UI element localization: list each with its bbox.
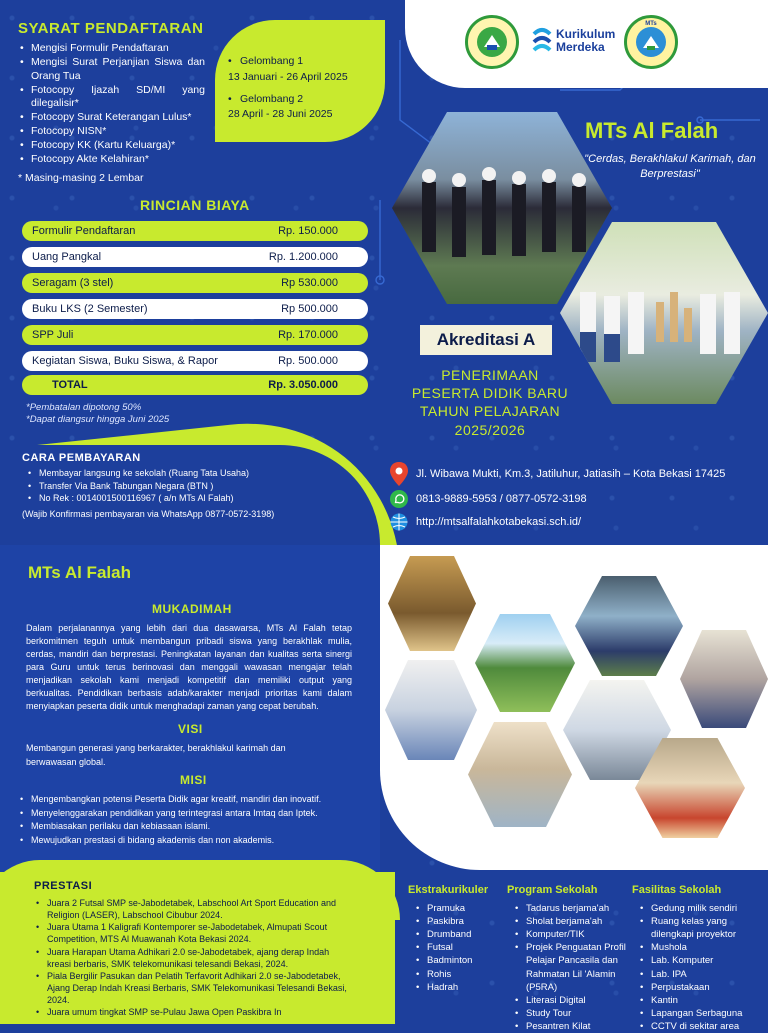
fasilitas-item: • Lab. Komputer xyxy=(640,954,762,967)
pembayaran-note: (Wajib Konfirmasi pembayaran via WhatsApp 0877-0572-3198) xyxy=(22,509,275,519)
kurikulum-merdeka-logo xyxy=(532,26,615,56)
globe-icon xyxy=(390,513,408,531)
prestasi-item: • Piala Bergilir Pasukan dan Pelatih Terfavorit Adhikari 2.0 se-Jabodetabek, Ajang Derap Indah Kreasi Berbaris, SMK Telekomunikasi Telesandi Bekasi, 2024. xyxy=(36,970,348,1006)
syarat-item: • Fotocopy Ijazah SD/MI yang dilegalisir* xyxy=(20,84,205,112)
whatsapp-icon xyxy=(390,490,408,508)
syarat-item: • Fotocopy NISN* xyxy=(20,125,205,139)
ekskul-item: • Paskibra xyxy=(416,915,503,928)
biaya-note-2: *Dapat diangsur hingga Juni 2025 xyxy=(26,414,170,425)
syarat-note: * Masing-masing 2 Lembar xyxy=(18,172,144,184)
ekskul-title: Ekstrakurikuler xyxy=(408,884,489,896)
contact-web[interactable]: http://mtsalfalahkotabekasi.sch.id/ xyxy=(416,516,582,528)
program-item: • Tadarus berjama'ah xyxy=(515,902,627,915)
program-item: • Pesantren Kilat xyxy=(515,1020,627,1033)
mukadimah-title: MUKADIMAH xyxy=(152,602,232,616)
syarat-item: • Fotocopy Surat Keterangan Lulus* xyxy=(20,111,205,125)
fee-label: Uang Pangkal xyxy=(32,251,102,263)
misi-list xyxy=(20,793,360,847)
ekskul-list xyxy=(416,902,503,994)
prestasi-item: • Juara 2 Futsal SMP se-Jabodetabek, Labschool Art Sport Education and Religion (LASER), Labschool Cibubur 2024. xyxy=(36,897,348,921)
fee-row xyxy=(22,299,368,319)
fasilitas-title: Fasilitas Sekolah xyxy=(632,884,722,896)
prestasi-title: PRESTASI xyxy=(34,880,93,892)
fee-label: Buku LKS (2 Semester) xyxy=(32,303,148,315)
fee-row xyxy=(22,325,368,345)
misi-item: • Mengembangkan potensi Peserta Didik agar kreatif, mandiri dan inovatif. xyxy=(20,793,360,807)
fasilitas-item: • CCTV di sekitar area xyxy=(640,1020,762,1033)
ppdb-line: PESERTA DIDIK BARU xyxy=(411,385,569,402)
fee-row xyxy=(22,273,368,293)
biaya-note-1: *Pembatalan dipotong 50% xyxy=(26,402,142,413)
program-item: • Komputer/TIK xyxy=(515,928,627,941)
biaya-title: RINCIAN BIAYA xyxy=(140,197,250,213)
misi-item: • Menyelenggarakan pendidikan yang terintegrasi antara Imtaq dan Iptek. xyxy=(20,807,360,821)
contact-web-row xyxy=(390,513,581,531)
kurikulum-label: Kurikulum xyxy=(556,26,616,41)
program-item: • Sholat berjama'ah xyxy=(515,915,627,928)
akreditasi-label: Akreditasi A xyxy=(436,330,536,349)
contact-address-row xyxy=(390,462,725,486)
fee-value: Rp. 500.000 xyxy=(278,355,338,367)
syarat-item: • Fotocopy Akte Kelahiran* xyxy=(20,153,205,167)
misi-title: MISI xyxy=(180,773,207,787)
misi-item: • Membiasakan perilaku dan kebiasaan islami. xyxy=(20,820,360,834)
fasilitas-item: • Kantin xyxy=(640,994,762,1007)
program-column xyxy=(507,884,627,1033)
ppdb-line: PENERIMAAN xyxy=(441,367,539,383)
program-title: Program Sekolah xyxy=(507,884,598,896)
ekskul-item: • Futsal xyxy=(416,941,503,954)
contact-phone-row xyxy=(390,490,587,508)
pembayaran-item: • No Rek : 0014001500116967 ( a/n MTs Al Falah) xyxy=(28,492,358,505)
gelombang-2-date: 28 April - 28 Juni 2025 xyxy=(228,108,333,121)
contact-phone[interactable]: 0813-9889-5953 / 0877-0572-3198 xyxy=(416,493,587,505)
merdeka-label: Merdeka xyxy=(556,40,605,54)
pembayaran-list xyxy=(28,467,358,505)
pembayaran-title: CARA PEMBAYARAN xyxy=(22,452,141,464)
kemenag-logo xyxy=(465,15,519,69)
mts-logo xyxy=(624,15,678,69)
inside-school-name: MTs Al Falah xyxy=(28,563,131,582)
fee-value: Rp. 1.200.000 xyxy=(268,251,338,263)
fasilitas-item: • Lapangan Serbaguna xyxy=(640,1007,762,1020)
prestasi-item: • Juara umum tingkat SMP se-Pulau Jawa Open Paskibra In xyxy=(36,1006,348,1018)
gelombang-1-date: 13 Januari - 26 April 2025 xyxy=(228,70,348,83)
fee-value: Rp. 150.000 xyxy=(278,225,338,237)
fee-label: Seragam (3 stel) xyxy=(32,277,114,289)
location-pin-icon xyxy=(390,462,408,486)
fasilitas-item: • Mushola xyxy=(640,941,762,954)
fasilitas-column xyxy=(632,884,762,1033)
fee-total-row xyxy=(22,375,368,395)
syarat-item: • Fotocopy KK (Kartu Keluarga)* xyxy=(20,139,205,153)
fee-total-label: TOTAL xyxy=(52,379,88,391)
fee-row xyxy=(22,221,368,241)
misi-item: • Mewujudkan prestasi di bidang akademis dan non akademis. xyxy=(20,834,360,848)
gelombang-1-label: • Gelombang 1 xyxy=(228,55,304,67)
fee-value: Rp. 170.000 xyxy=(278,329,338,341)
school-name: MTs Al Falah xyxy=(585,118,719,143)
fee-label: Kegiatan Siswa, Buku Siswa, & Rapor xyxy=(32,355,218,367)
gelombang-content xyxy=(228,54,378,123)
fee-row xyxy=(22,351,368,371)
pembayaran-item: • Transfer Via Bank Tabungan Negara (BTN ) xyxy=(28,480,358,493)
school-tagline: "Cerdas, Berakhlakul Karimah, dan Berprestasi" xyxy=(584,153,756,180)
fee-value: Rp 530.000 xyxy=(281,277,338,289)
ppdb-title xyxy=(395,366,585,439)
ppdb-line: 2025/2026 xyxy=(454,421,526,438)
program-list xyxy=(515,902,627,1033)
fasilitas-item: • Gedung milik sendiri xyxy=(640,902,762,915)
mts-logo-text: MTs xyxy=(645,21,657,27)
fasilitas-item: • Perpustakaan xyxy=(640,981,762,994)
mukadimah-text: Dalam perjalanannya yang lebih dari dua dasawarsa, MTs Al Falah tetap berkomitmen teguh untuk membangun pribadi siswa yang berakhlak mulia, cerdas, mandiri dan berprestasi. Peningkatan layanan dan kualitas serta sinergi para Guru untuk terus berinovasi dan menggali wawasan mengajar telah menjadikan sekolah kami menjadi kompetitif dan memiliki output yang berkualitas. Pendidikan berbasis adab/karakter menjadi prioritas kami dalam menyiapkan peserta didik untuk menghadapi zaman yang cepat berubah. xyxy=(26,623,352,712)
fasilitas-item: • Ruang kelas yang dilengkapi proyektor xyxy=(640,915,762,941)
syarat-title: SYARAT PENDAFTARAN xyxy=(18,20,204,37)
akreditasi-badge xyxy=(420,325,552,355)
prestasi-list xyxy=(36,897,348,1018)
ekskul-item: • Drumband xyxy=(416,928,503,941)
syarat-item: • Mengisi Surat Perjanjian Siswa dan Orang Tua xyxy=(20,56,205,84)
gelombang-2-label: • Gelombang 2 xyxy=(228,92,304,105)
visi-text: Membangun generasi yang berkarakter, berakhlakul karimah dan berwawasan global. xyxy=(26,743,286,767)
pembayaran-item: • Membayar langsung ke sekolah (Ruang Tata Usaha) xyxy=(28,467,358,480)
syarat-item: • Mengisi Formulir Pendaftaran xyxy=(20,42,205,56)
prestasi-item: • Juara Harapan Utama Adhikari 2.0 se-Jabodetabek, ajang derap Indah kreasi berbaris, SMK telekomunikasi telesandi Bekasi, 2024. xyxy=(36,946,348,970)
ekskul-item: • Rohis xyxy=(416,968,503,981)
contact-address: Jl. Wibawa Mukti, Km.3, Jatiluhur, Jatiasih – Kota Bekasi 17425 xyxy=(416,468,726,480)
program-item: • Literasi Digital xyxy=(515,994,627,1007)
ppdb-line: TAHUN PELAJARAN xyxy=(419,403,561,420)
ekskul-item: • Hadrah xyxy=(416,981,503,994)
ekskul-item: • Pramuka xyxy=(416,902,503,915)
ekskul-column xyxy=(408,884,503,994)
prestasi-item: • Juara Utama 1 Kaligrafi Kontemporer se-Jabodetabek, Almupati Scout Competition, MTS Al Muawanah Kota Bekasi 2024. xyxy=(36,921,348,945)
fee-total-value: Rp. 3.050.000 xyxy=(268,379,338,391)
program-item: • Projek Penguatan Profil Pelajar Pancasila dan Rahmatan Lil 'Alamin (P5RA) xyxy=(515,941,627,993)
program-item: • Study Tour xyxy=(515,1007,627,1020)
fee-value: Rp 500.000 xyxy=(281,303,338,315)
fee-label: SPP Juli xyxy=(32,329,74,341)
ekskul-item: • Badminton xyxy=(416,954,503,967)
fee-row xyxy=(22,247,368,267)
fasilitas-list xyxy=(640,902,762,1033)
fee-label: Formulir Pendaftaran xyxy=(32,225,136,237)
syarat-list xyxy=(20,42,205,167)
visi-title: VISI xyxy=(178,722,203,736)
fasilitas-item: • Lab. IPA xyxy=(640,968,762,981)
